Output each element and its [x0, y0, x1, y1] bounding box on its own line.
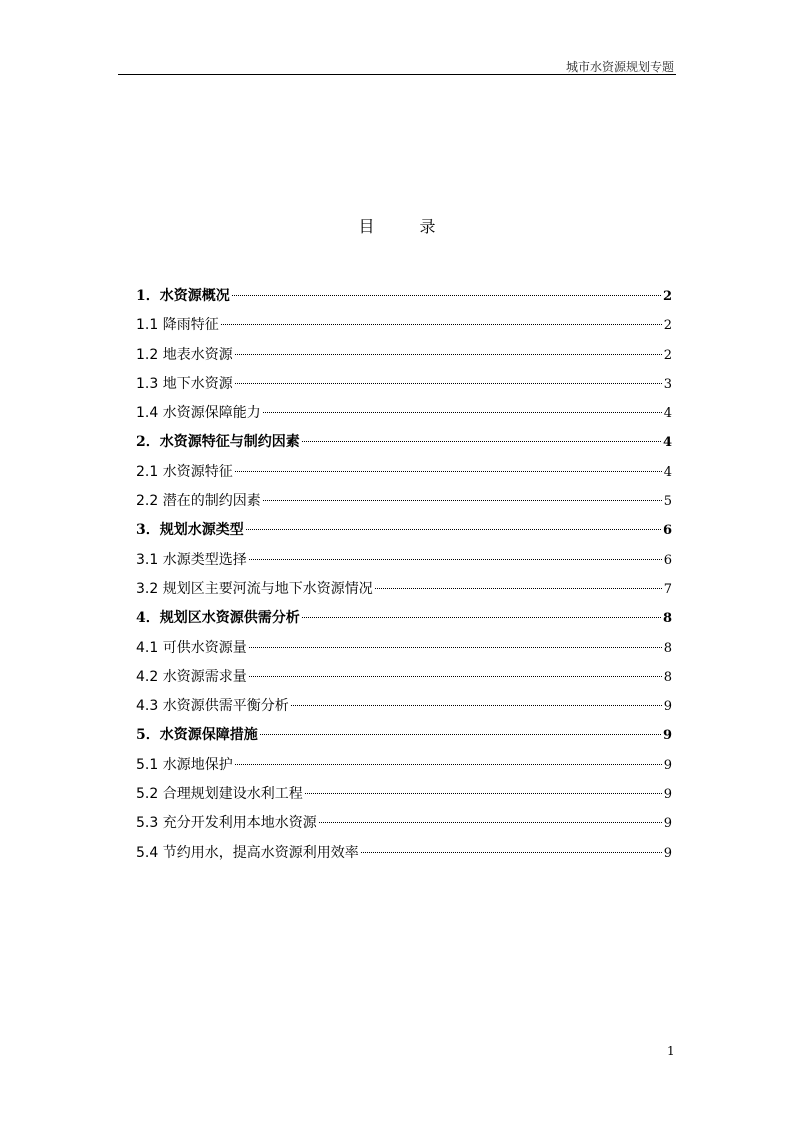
toc-entry-section[interactable] — [136, 839, 672, 868]
toc-entry-label: 4.3 水资源供需平衡分析 — [136, 698, 289, 715]
toc-entry-page: 9 — [662, 728, 672, 744]
toc-entry-section[interactable] — [136, 311, 672, 340]
toc-entry-section[interactable] — [136, 751, 672, 780]
toc-entry-label: 2．水资源特征与制约因素 — [136, 434, 300, 451]
dot-leader — [235, 382, 662, 384]
toc-entry-label: 1.4 水资源保障能力 — [136, 405, 261, 422]
dot-leader — [263, 499, 662, 501]
toc-entry-section[interactable] — [136, 663, 672, 692]
toc-entry-page: 9 — [663, 845, 672, 861]
dot-leader — [302, 616, 661, 618]
dot-leader — [319, 821, 662, 823]
toc-entry-section[interactable] — [136, 458, 672, 487]
toc-entry-chapter[interactable] — [136, 516, 672, 545]
toc-entry-section[interactable] — [136, 692, 672, 721]
dot-leader — [235, 353, 662, 355]
dot-leader — [260, 733, 661, 735]
toc-entry-chapter[interactable] — [136, 428, 672, 457]
dot-leader — [291, 704, 662, 706]
dot-leader — [375, 587, 662, 589]
header-rule — [118, 74, 676, 75]
toc-entry-section[interactable] — [136, 341, 672, 370]
dot-leader — [246, 528, 661, 530]
table-of-contents — [136, 282, 672, 868]
toc-title: 目 录 — [358, 217, 456, 236]
toc-entry-chapter[interactable] — [136, 282, 672, 311]
toc-entry-label: 5．水资源保障措施 — [136, 727, 258, 744]
toc-entry-label: 5.4 节约用水，提高水资源利用效率 — [136, 844, 359, 861]
toc-entry-section[interactable] — [136, 575, 672, 604]
dot-leader — [249, 558, 662, 560]
page-number: 1 — [667, 1044, 675, 1058]
toc-entry-section[interactable] — [136, 487, 672, 516]
toc-entry-page: 2 — [663, 318, 672, 334]
toc-entry-label: 4．规划区水资源供需分析 — [136, 610, 300, 627]
toc-entry-page: 9 — [663, 816, 672, 832]
toc-entry-page: 7 — [663, 581, 672, 597]
toc-entry-label: 4.1 可供水资源量 — [136, 639, 247, 656]
toc-entry-label: 1.2 地表水资源 — [136, 346, 233, 363]
toc-entry-section[interactable] — [136, 634, 672, 663]
toc-entry-page: 5 — [663, 494, 672, 510]
toc-entry-page: 4 — [662, 435, 672, 451]
dot-leader — [249, 675, 662, 677]
toc-entry-page: 9 — [663, 787, 672, 803]
dot-leader — [263, 411, 662, 413]
toc-entry-page: 9 — [663, 699, 672, 715]
toc-entry-label: 5.3 充分开发利用本地水资源 — [136, 815, 317, 832]
toc-entry-section[interactable] — [136, 370, 672, 399]
toc-entry-page: 8 — [663, 669, 672, 685]
toc-entry-page: 6 — [663, 552, 672, 568]
dot-leader — [302, 440, 661, 442]
toc-entry-page: 9 — [663, 757, 672, 773]
toc-entry-section[interactable] — [136, 399, 672, 428]
dot-leader — [235, 763, 662, 765]
dot-leader — [249, 646, 662, 648]
toc-entry-label: 3．规划水源类型 — [136, 522, 244, 539]
toc-entry-page: 2 — [663, 347, 672, 363]
toc-entry-page: 4 — [663, 406, 672, 422]
toc-entry-page: 4 — [663, 464, 672, 480]
toc-entry-label: 1．水资源概况 — [136, 288, 230, 304]
toc-entry-section[interactable] — [136, 780, 672, 809]
dot-leader — [221, 323, 662, 325]
running-header: 城市水资源规划专题 — [565, 60, 674, 74]
dot-leader — [361, 851, 662, 853]
toc-entry-label: 3.2 规划区主要河流与地下水资源情况 — [136, 580, 373, 597]
toc-entry-label: 2.1 水资源特征 — [136, 463, 233, 480]
toc-entry-label: 4.2 水资源需求量 — [136, 668, 247, 685]
toc-entry-page: 3 — [663, 376, 672, 392]
dot-leader — [235, 470, 662, 472]
toc-entry-label: 3.1 水源类型选择 — [136, 551, 247, 568]
toc-entry-label: 1.3 地下水资源 — [136, 375, 233, 392]
toc-entry-section[interactable] — [136, 546, 672, 575]
dot-leader — [305, 792, 662, 794]
toc-entry-label: 5.1 水源地保护 — [136, 756, 233, 773]
dot-leader — [232, 294, 661, 296]
toc-entry-label: 1.1 降雨特征 — [136, 317, 219, 334]
toc-entry-page: 8 — [663, 640, 672, 656]
toc-entry-label: 2.2 潜在的制约因素 — [136, 493, 261, 510]
toc-entry-chapter[interactable] — [136, 721, 672, 750]
toc-entry-page: 8 — [662, 611, 672, 627]
toc-entry-section[interactable] — [136, 809, 672, 838]
toc-entry-page: 2 — [662, 289, 672, 304]
toc-entry-page: 6 — [662, 523, 672, 539]
toc-entry-label: 5.2 合理规划建设水利工程 — [136, 786, 303, 803]
toc-entry-chapter[interactable] — [136, 604, 672, 633]
